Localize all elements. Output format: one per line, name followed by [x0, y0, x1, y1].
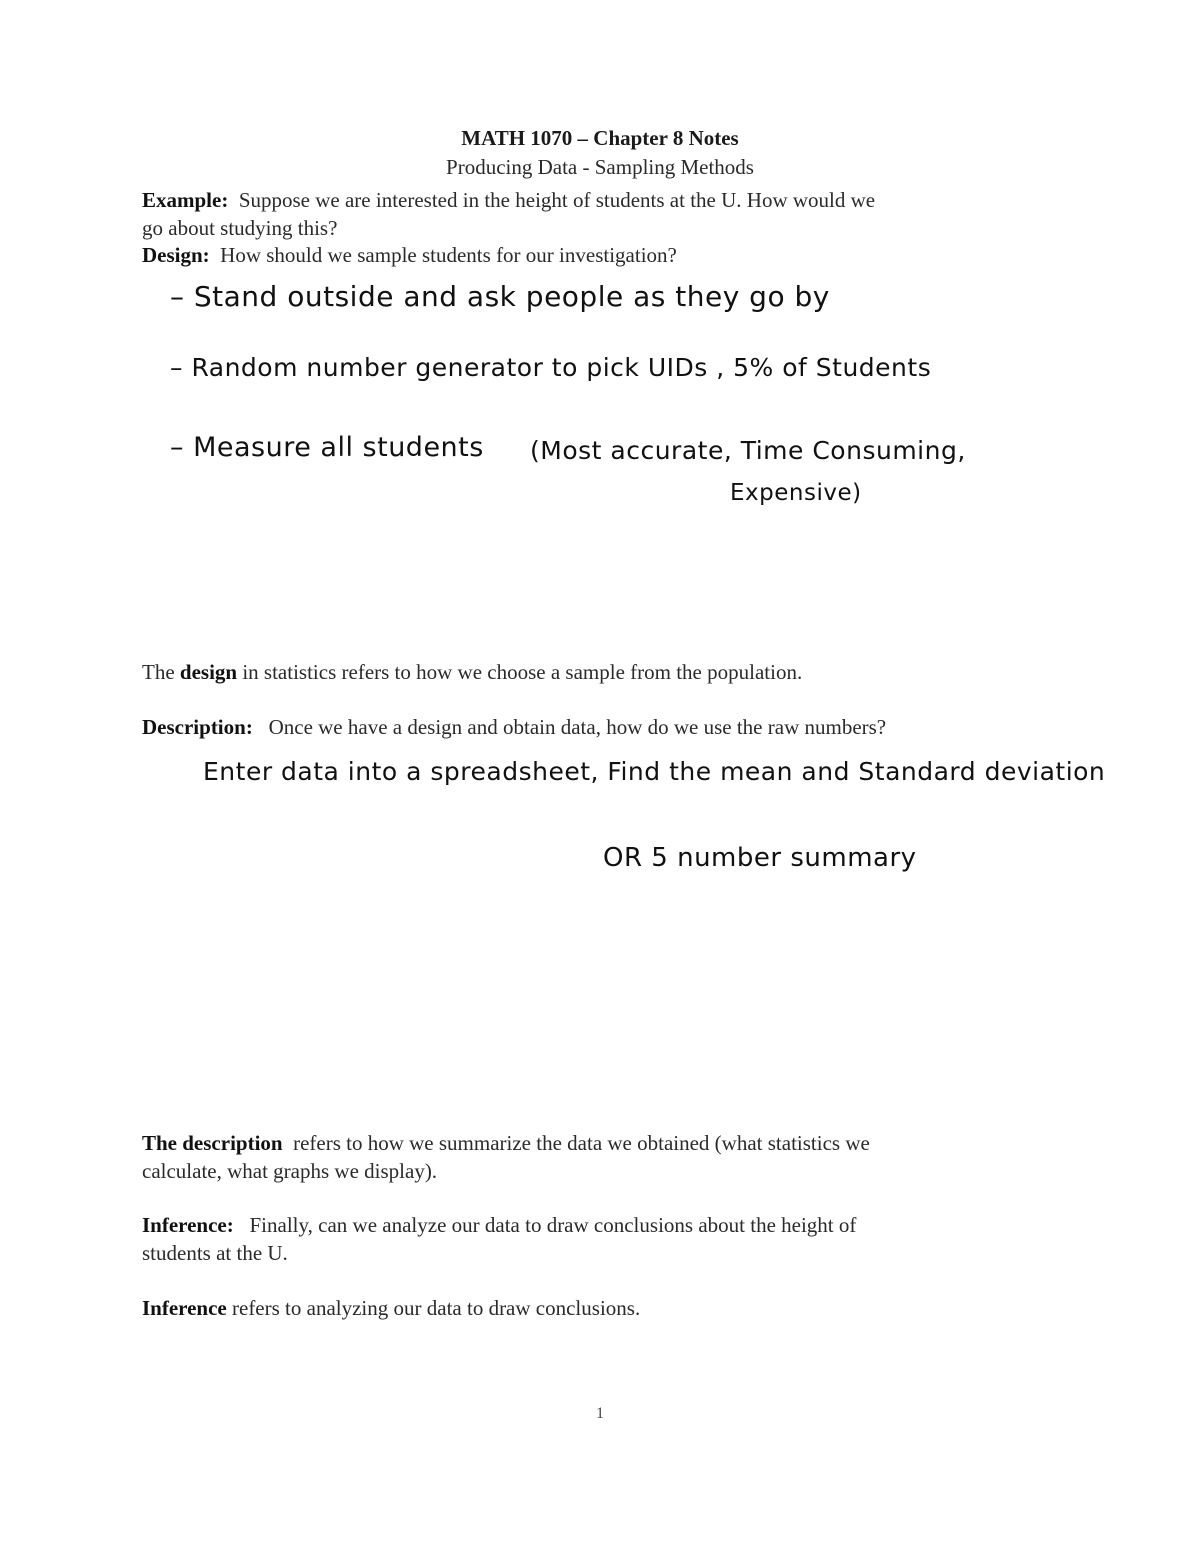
handwritten-item-3: – Measure all students — [170, 432, 484, 463]
page-number: 1 — [596, 1405, 604, 1422]
inference-question-2: students at the U. — [142, 1241, 288, 1265]
description-def-term: The description — [142, 1131, 283, 1155]
handwritten-item-3-note-1: (Most accurate, Time Consuming, — [530, 436, 966, 465]
page-subtitle: Producing Data - Sampling Methods — [446, 155, 754, 179]
description-question — [142, 715, 886, 740]
design-question — [142, 243, 677, 268]
design-question-text: How should we sample students for our investigation? — [220, 243, 677, 267]
design-definition — [142, 660, 802, 685]
example-line-1 — [142, 188, 875, 213]
design-def-text: in statistics refers to how we choose a sample from the population. — [242, 660, 803, 684]
description-label: Description: — [142, 715, 253, 739]
inference-def-text: refers to analyzing our data to draw conclusions. — [232, 1296, 641, 1320]
inference-def-term: Inference — [142, 1296, 227, 1320]
handwritten-description-1: Enter data into a spreadsheet, Find the mean and Standard deviation — [203, 757, 1106, 786]
example-label: Example: — [142, 188, 229, 212]
description-question-text: Once we have a design and obtain data, how do we use the raw numbers? — [268, 715, 887, 739]
example-text-1: Suppose we are interested in the height of students at the U. How would we — [238, 188, 876, 212]
handwritten-item-2: – Random number generator to pick UIDs , 5% of Students — [170, 353, 932, 382]
page-title: MATH 1070 – Chapter 8 Notes — [461, 126, 739, 150]
handwritten-description-2: OR 5 number summary — [603, 843, 917, 873]
design-label: Design: — [142, 243, 210, 267]
example-text-2: go about studying this? — [142, 216, 338, 240]
handwritten-item-3-note-2: Expensive) — [730, 480, 862, 506]
inference-definition — [142, 1296, 640, 1321]
description-definition-2: calculate, what graphs we display). — [142, 1159, 438, 1183]
design-def-prefix: The — [142, 660, 175, 684]
inference-label: Inference: — [142, 1213, 234, 1237]
description-definition-1 — [142, 1131, 870, 1156]
handwritten-item-1: – Stand outside and ask people as they go by — [170, 280, 830, 313]
inference-question-text-1: Finally, can we analyze our data to draw conclusions about the height of — [249, 1213, 857, 1237]
inference-question-1 — [142, 1213, 856, 1238]
description-def-text-1: refers to how we summarize the data we obtained (what statistics we — [293, 1131, 870, 1155]
design-def-term: design — [179, 660, 238, 684]
